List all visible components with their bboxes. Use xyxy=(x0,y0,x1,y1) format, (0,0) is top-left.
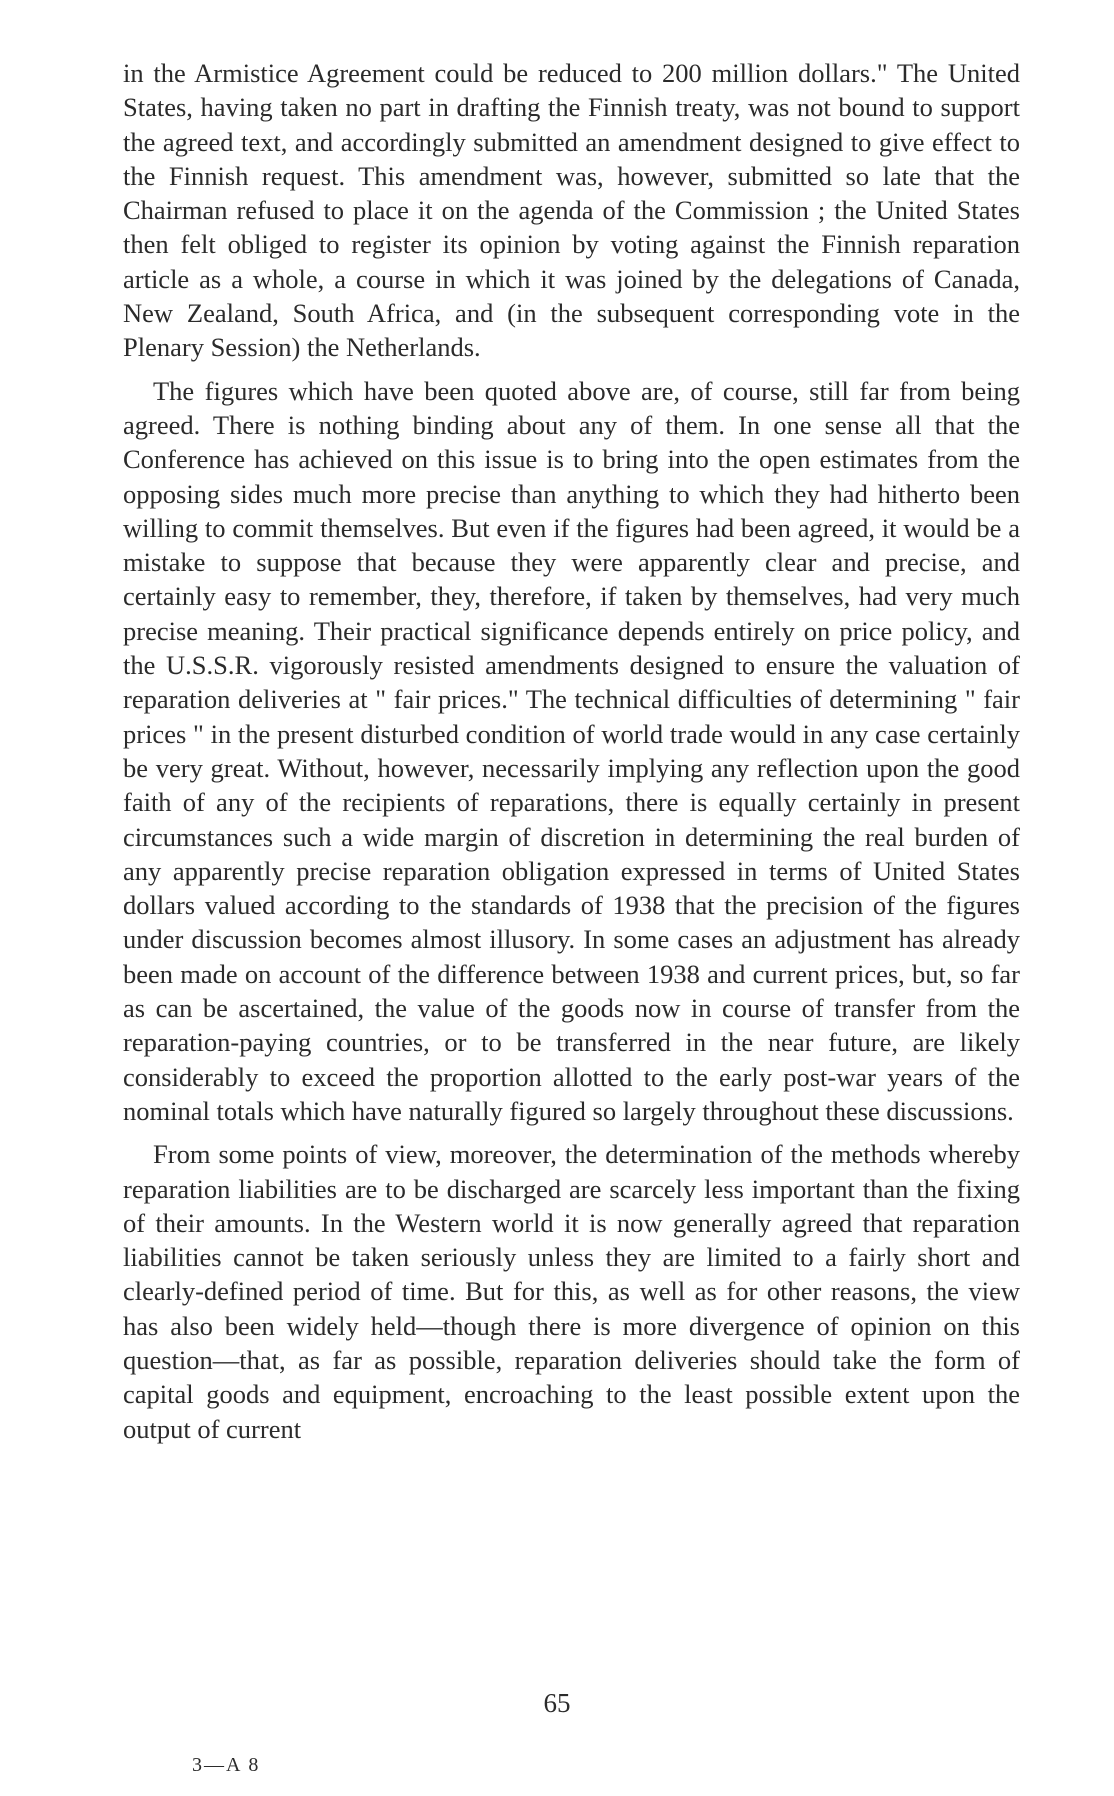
paragraph-1: in the Armistice Agreement could be reduced to 200 million dollars." The United States, having taken no part in drafting the Finnish treaty, was not bound to support the agreed text, and accordingly submitted an amendment designed to give effect to the Finnish request. This amendment was, however, submitted so late that the Chairman refused to place it on the agenda of the Commission ; the United States then felt obliged to register its opinion by voting against the Finnish reparation article as a whole, a course in which it was joined by the delegations of Canada, New Zealand, South Africa, and (in the subsequent corresponding vote in the Plenary Session) the Netherlands. xyxy=(123,58,1020,363)
paragraph-3: From some points of view, moreover, the determination of the methods whereby reparation liabilities are to be discharged are scarcely less important than the fixing of their amounts. In the Western world it is now generally agreed that reparation liabilities cannot be taken seriously unless they are limited to a fairly short and clearly-defined period of time. But for this, as well as for other reasons, the view has also been widely held—though there is more divergence of opinion on this question—that, as far as possible, reparation deliveries should take the form of capital goods and equipment, encroaching to the least possible extent upon the output of current xyxy=(123,1139,1020,1444)
paragraph-2: The figures which have been quoted above are, of course, still far from being agreed. There is nothing binding about any of them. In one sense all that the Conference has achieved on this issue is to bring into the open estimates from the opposing sides much more precise than anything to which they had hitherto been willing to commit themselves. But even if the figures had been agreed, it would be a mistake to suppose that because they were apparently clear and precise, and certainly easy to remember, they, therefore, if taken by themselves, had very much precise meaning. Their practical significance depends entirely on price policy, and the U.S.S.R. vigorously resisted amendments designed to ensure the valuation of reparation deliveries at " fair prices." The technical difficulties of determining " fair prices " in the present disturbed condition of world trade would in any case certainly be very great. Without, however, necessarily implying any reflection upon the good faith of any of the recipients of reparations, there is equally certainly in present circumstances such a wide margin of discretion in determining the real burden of any apparently precise reparation obligation expressed in terms of United States dollars valued according to the standards of 1938 that the precision of the figures under discussion becomes almost illusory. In some cases an adjustment has already been made on account of the difference between 1938 and current prices, but, so far as can be ascertained, the value of the goods now in course of transfer from the reparation-paying countries, or to be transferred in the near future, are likely considerably to exceed the proportion allotted to the early post-war years of the nominal totals which have naturally figured so largely throughout these discussions. xyxy=(123,375,1020,1126)
page-number: 65 xyxy=(543,1688,571,1718)
printer-signature-mark: 3—A 8 xyxy=(192,1754,261,1776)
page-body xyxy=(123,56,1020,1446)
